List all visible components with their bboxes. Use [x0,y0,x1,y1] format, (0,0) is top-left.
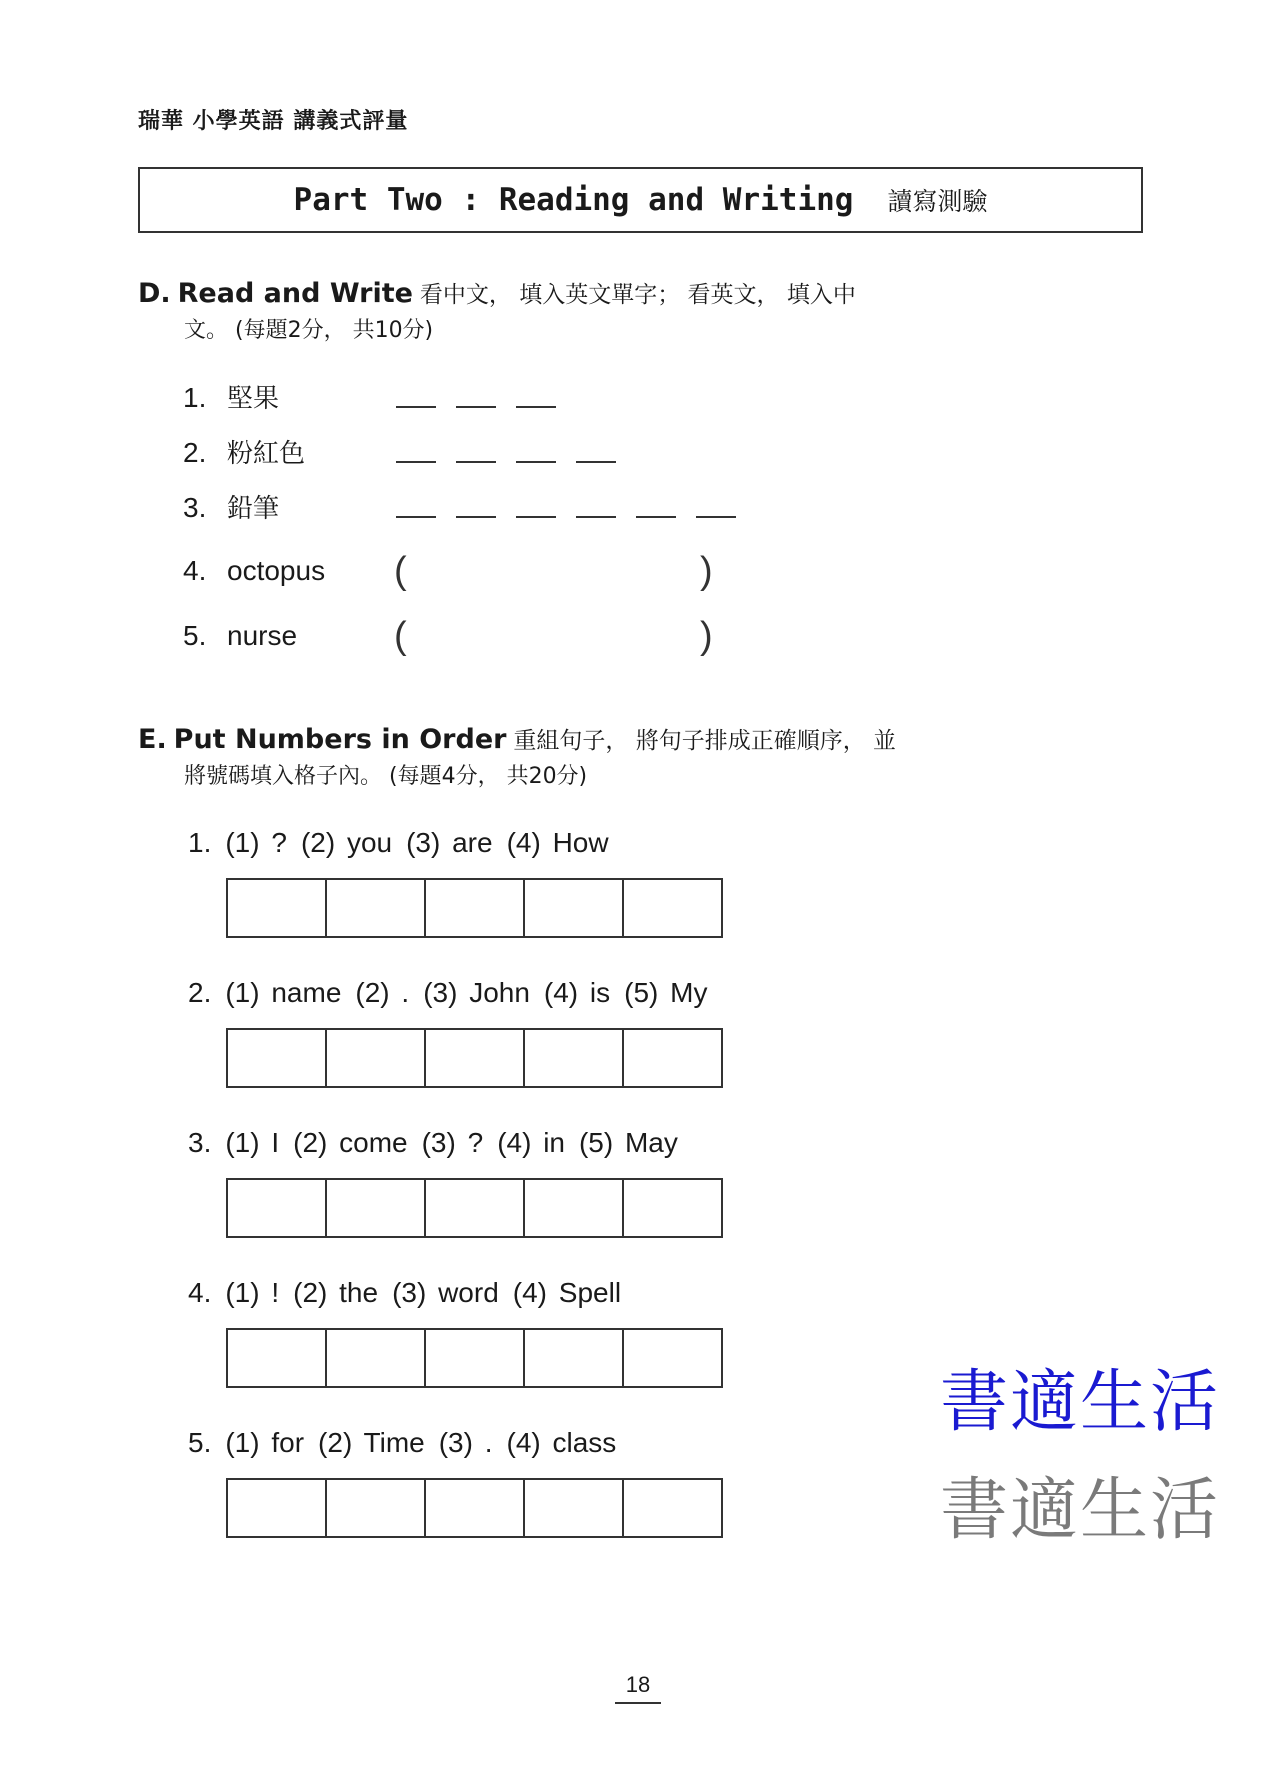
section-e-question-4 [188,1277,635,1309]
page-number: 18 [615,1672,661,1704]
letter-blank[interactable] [456,406,496,408]
answer-boxes-5 [226,1478,723,1538]
option: (3) ? [421,1127,484,1158]
option: (2) you [300,827,393,858]
item-word: 鉛筆 [227,494,280,524]
section-d-header [138,276,1138,349]
option: (1) ? [225,827,287,858]
option: (1) for [225,1427,305,1458]
item-1-blanks[interactable] [396,406,556,408]
section-e-letter: E. [138,724,167,755]
letter-blank[interactable] [396,461,436,463]
option: (4) is [543,977,611,1008]
option: (2) come [293,1127,408,1158]
section-d-instruction-line2: 文。 (每題2分， 共10分) [184,318,434,343]
section-e-title: Put Numbers in Order [173,724,507,755]
section-d-item-4 [183,555,325,587]
watermark-gray: 書適生活 [940,1471,1221,1550]
letter-blank[interactable] [576,516,616,518]
answer-box[interactable] [325,878,426,938]
answer-box[interactable] [226,1328,327,1388]
answer-box[interactable] [523,1028,624,1088]
letter-blank[interactable] [516,406,556,408]
answer-box[interactable] [325,1478,426,1538]
option: (4) in [497,1127,565,1158]
section-d-item-5 [183,620,297,652]
part-title-zh: 讀寫測驗 [887,187,988,216]
answer-box[interactable] [622,1478,723,1538]
section-e-question-2 [188,977,721,1009]
item-number: 5. [183,620,207,651]
item-word: 堅果 [227,384,280,414]
section-d-item-2 [183,433,305,470]
letter-blank[interactable] [516,516,556,518]
question-number: 5. [188,1427,212,1458]
letter-blank[interactable] [516,461,556,463]
item-3-blanks[interactable] [396,516,736,518]
answer-boxes-4 [226,1328,723,1388]
section-d-item-1 [183,378,279,415]
letter-blank[interactable] [396,516,436,518]
letter-blank[interactable] [456,461,496,463]
option: (5) My [624,977,708,1008]
item-2-blanks[interactable] [396,461,616,463]
answer-box[interactable] [622,878,723,938]
answer-box[interactable] [523,1478,624,1538]
option: (4) Spell [512,1277,622,1308]
answer-box[interactable] [622,1178,723,1238]
section-e-question-1 [188,827,623,859]
answer-close-paren: ) [700,615,713,657]
book-title: 瑞華 小學英語 講義式評量 [138,108,409,134]
section-e-instruction: 重組句子， 將句子排成正確順序， 並 [513,728,897,754]
item-word: nurse [227,620,298,651]
answer-boxes-3 [226,1178,723,1238]
option: (1) I [225,1127,280,1158]
answer-open-paren: ( [394,615,407,657]
answer-box[interactable] [226,878,327,938]
item-number: 1. [183,382,207,413]
answer-box[interactable] [325,1028,426,1088]
watermark-blue: 書適生活 [940,1363,1221,1442]
answer-box[interactable] [325,1328,426,1388]
answer-box[interactable] [424,1028,525,1088]
answer-box[interactable] [424,878,525,938]
item-number: 4. [183,555,207,586]
answer-box[interactable] [325,1178,426,1238]
answer-box[interactable] [523,1328,624,1388]
option: (3) John [423,977,530,1008]
answer-box[interactable] [226,1028,327,1088]
question-number: 1. [188,827,212,858]
option: (4) How [506,827,609,858]
answer-boxes-2 [226,1028,723,1088]
answer-box[interactable] [424,1328,525,1388]
option: (3) word [392,1277,499,1308]
part-header [138,167,1143,233]
answer-box[interactable] [424,1178,525,1238]
letter-blank[interactable] [576,461,616,463]
part-title-en: Part Two : Reading and Writing [293,182,854,218]
section-d-letter: D. [138,278,171,309]
option: (2) . [355,977,410,1008]
answer-boxes-1 [226,878,723,938]
item-number: 2. [183,437,207,468]
question-number: 4. [188,1277,212,1308]
option: (4) class [506,1427,617,1458]
item-word: 粉紅色 [227,439,306,469]
answer-box[interactable] [226,1178,327,1238]
answer-box[interactable] [622,1328,723,1388]
section-e-question-3 [188,1127,692,1159]
option: (1) name [225,977,342,1008]
option: (2) the [293,1277,379,1308]
letter-blank[interactable] [636,516,676,518]
answer-box[interactable] [226,1478,327,1538]
section-e-header [138,722,1138,795]
option: (3) . [438,1427,493,1458]
item-number: 3. [183,492,207,523]
letter-blank[interactable] [456,516,496,518]
answer-close-paren: ) [700,550,713,592]
section-d-item-3 [183,488,279,525]
answer-box[interactable] [622,1028,723,1088]
question-number: 3. [188,1127,212,1158]
letter-blank[interactable] [696,516,736,518]
letter-blank[interactable] [396,406,436,408]
answer-open-paren: ( [394,550,407,592]
section-e-instruction-line2: 將號碼填入格子內。 (每題4分， 共20分) [184,764,588,789]
item-word: octopus [227,555,326,586]
answer-box[interactable] [523,1178,624,1238]
option: (5) May [578,1127,678,1158]
option: (3) are [406,827,493,858]
section-d-instruction: 看中文， 填入英文單字； 看英文， 填入中 [419,282,856,308]
option: (2) Time [318,1427,425,1458]
section-e-question-5 [188,1427,630,1459]
answer-box[interactable] [523,878,624,938]
section-d-title: Read and Write [177,278,413,309]
option: (1) ! [225,1277,280,1308]
question-number: 2. [188,977,212,1008]
answer-box[interactable] [424,1478,525,1538]
